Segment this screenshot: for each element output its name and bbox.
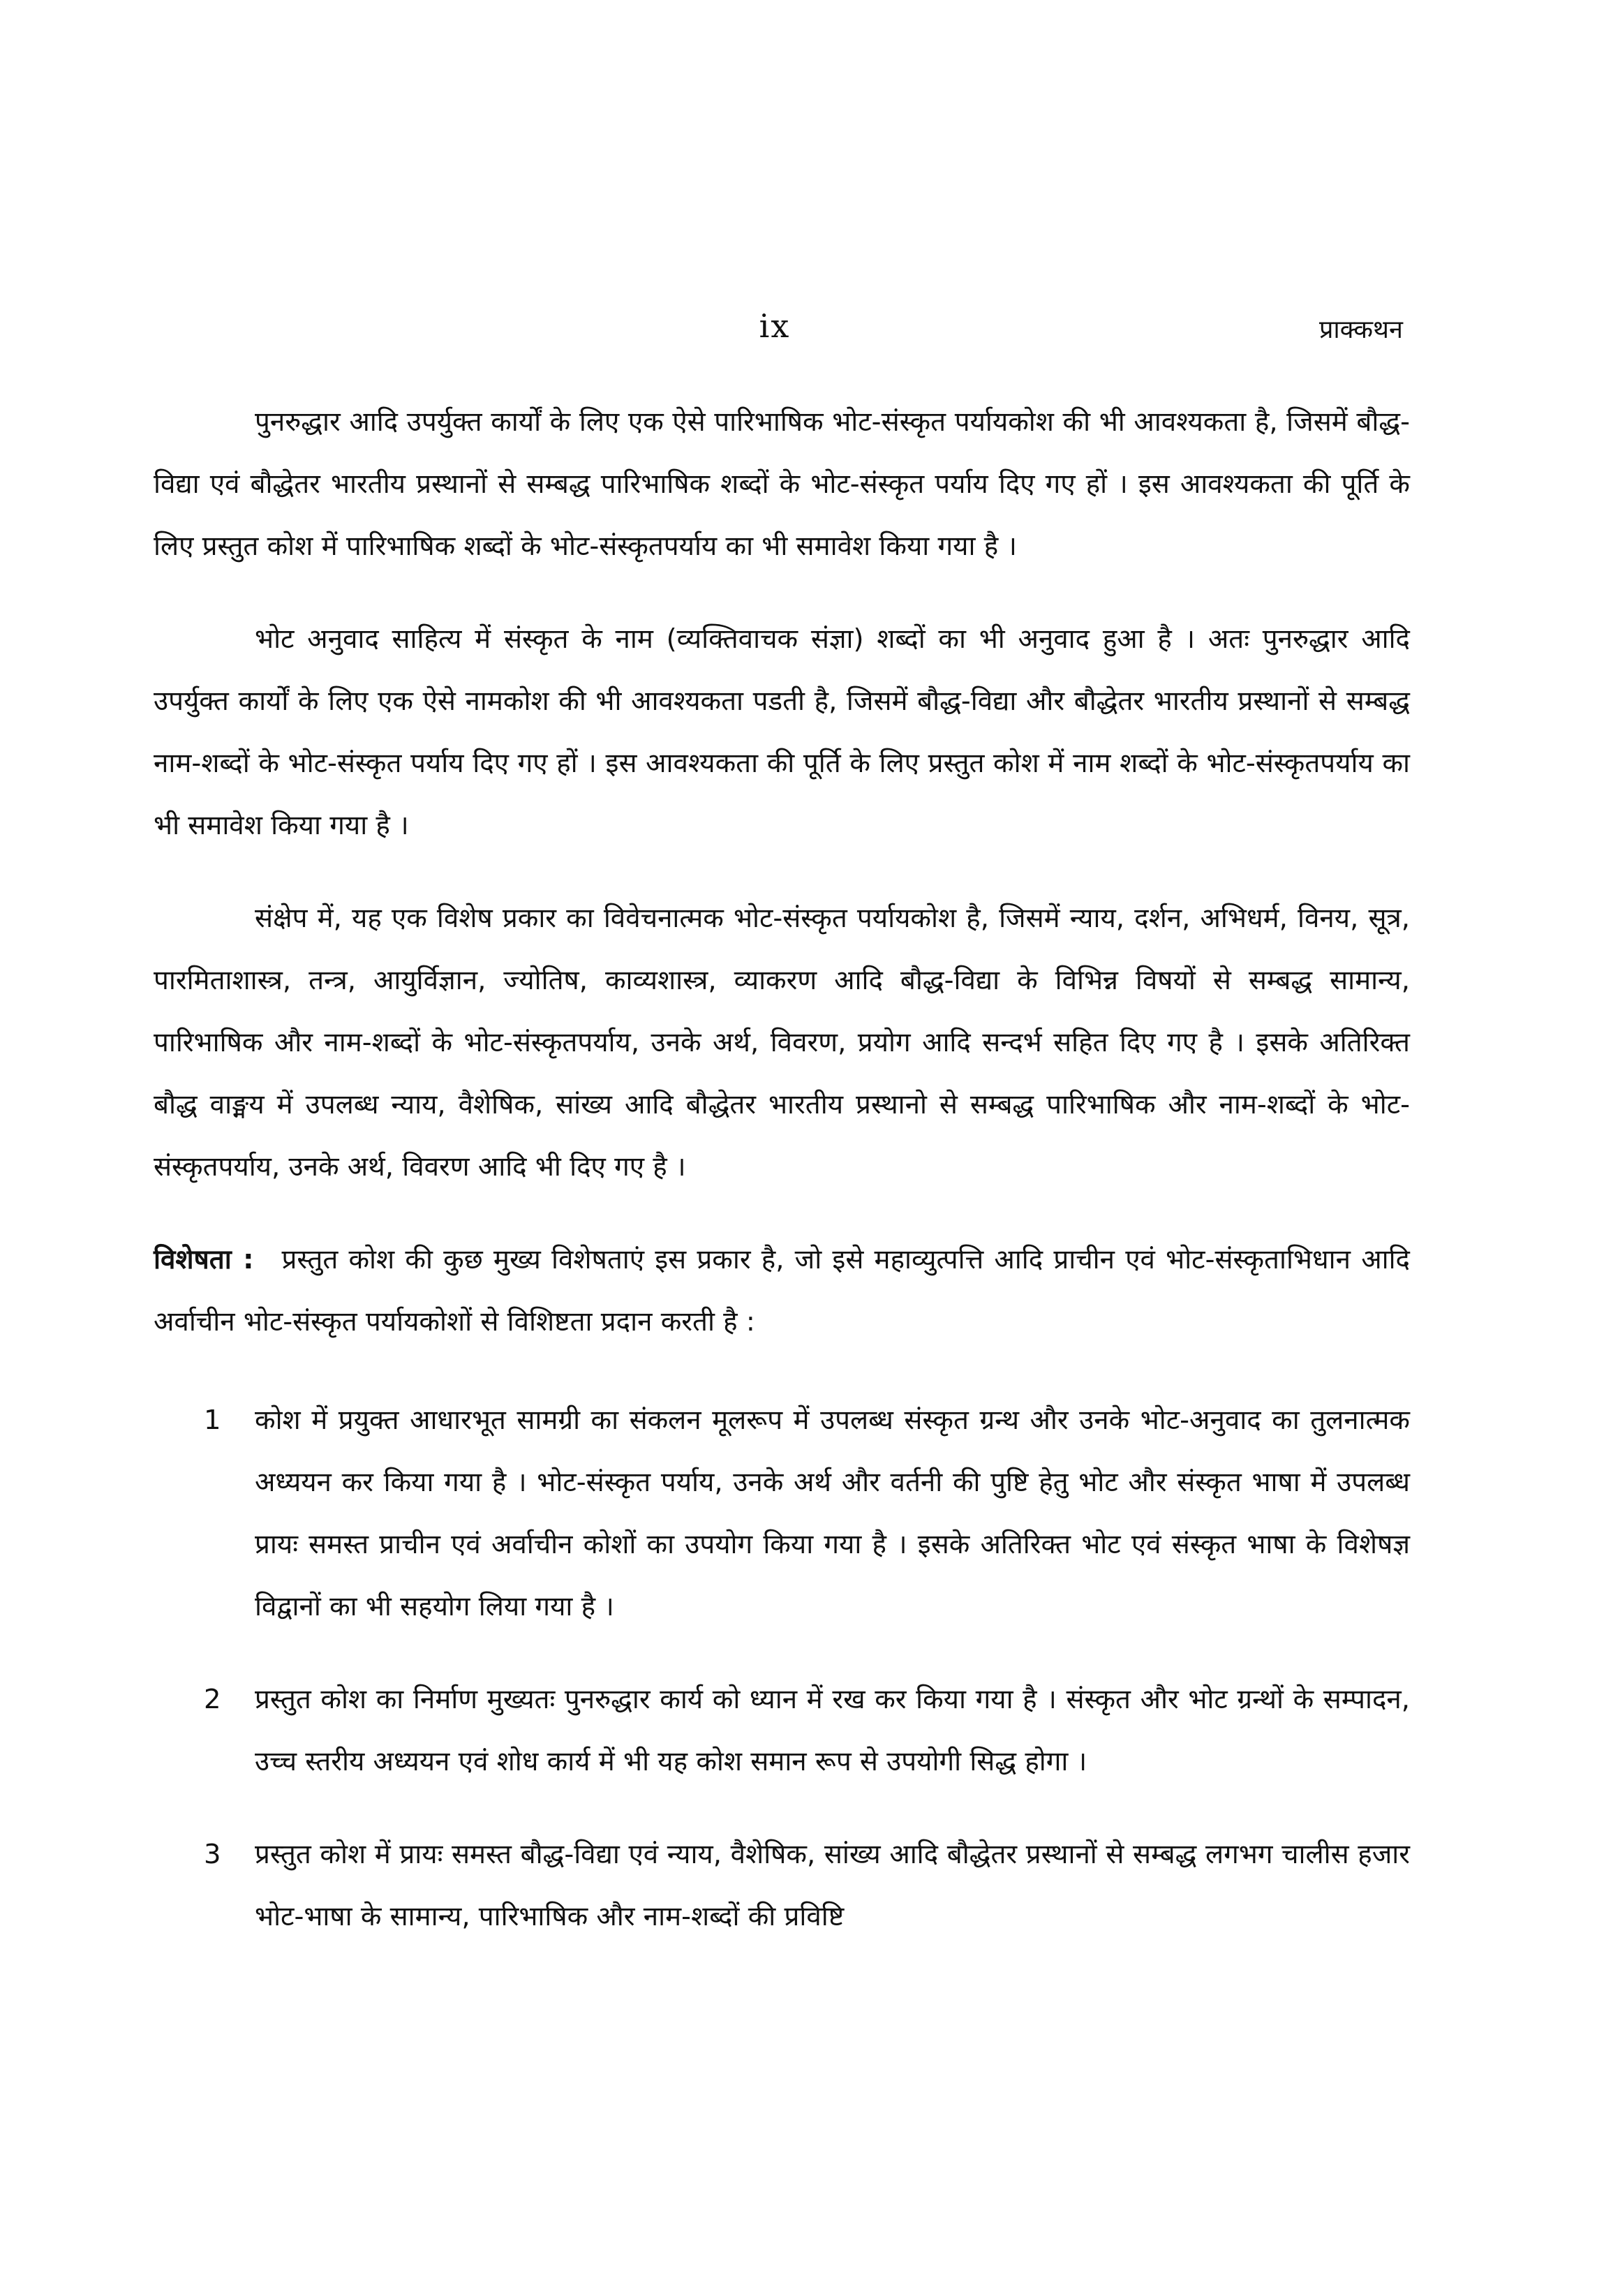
list-item-text: कोश में प्रयुक्त आधारभूत सामग्री का संकलन मूलरूप में उपलब्ध संस्कृत ग्रन्थ और उनके भोट-अनुवाद का तुलनात्मक अध्ययन कर किया गया है । भोट-संस्कृत पर्याय, उनके अर्थ और वर्तनी की पुष्टि हेतु भोट और संस्कृत भाषा में उपलब्ध प्रायः समस्त प्राचीन एवं अर्वाचीन कोशों का उपयोग किया गया है । इसके अतिरिक्त भोट एवं संस्कृत भाषा के विशेषज्ञ विद्वानों का भी सहयोग लिया गया है । [255, 1405, 1410, 1622]
features-text: प्रस्तुत कोश की कुछ मुख्य विशेषताएं इस प्रकार है, जो इसे महाव्युत्पत्ति आदि प्राचीन एवं भोट-संस्कृताभिधान आदि अर्वाचीन भोट-संस्कृत पर्यायकोशों से विशिष्टता प्रदान करती है : [154, 1244, 1410, 1338]
list-item-text: प्रस्तुत कोश में प्रायः समस्त बौद्ध-विद्या एवं न्याय, वैशेषिक, सांख्य आदि बौद्धेतर प्रस्थानों से सम्बद्ध लगभग चालीस हजार भोट-भाषा के सामान्य, पारिभाषिक और नाम-शब्दों की प्रविष्टि [255, 1839, 1410, 1932]
list-item-number: 2 [204, 1684, 221, 1715]
running-head: प्राक्कथन [1318, 316, 1403, 344]
list-item-number: 1 [204, 1405, 221, 1436]
page-body [154, 391, 1410, 1978]
list-item [154, 1823, 1410, 1948]
list-item-number: 3 [204, 1839, 221, 1870]
page-number: ix [759, 307, 791, 345]
list-item-text: प्रस्तुत कोश का निर्माण मुख्यतः पुनरुद्धार कार्य को ध्यान में रख कर किया गया है । संस्कृत और भोट ग्रन्थों के सम्पादन, उच्च स्तरीय अध्ययन एवं शोध कार्य में भी यह कोश समान रूप से उपयोगी सिद्ध होगा । [255, 1684, 1410, 1777]
list-item [154, 1668, 1410, 1793]
list-item [154, 1389, 1410, 1638]
features-intro [154, 1229, 1410, 1353]
paragraph-1: पुनरुद्धार आदि उपर्युक्त कार्यों के लिए एक ऐसे पारिभाषिक भोट-संस्कृत पर्यायकोश की भी आवश्यकता है, जिसमें बौद्ध-विद्या एवं बौद्धेतर भारतीय प्रस्थानों से सम्बद्ध पारिभाषिक शब्दों के भोट-संस्कृत पर्याय दिए गए हों । इस आवश्यकता की पूर्ति के लिए प्रस्तुत कोश में पारिभाषिक शब्दों के भोट-संस्कृतपर्याय का भी समावेश किया गया है । [154, 406, 1410, 562]
page-header [147, 307, 1403, 356]
paragraph-2: भोट अनुवाद साहित्य में संस्कृत के नाम (व्यक्तिवाचक संज्ञा) शब्दों का भी अनुवाद हुआ है । अतः पुनरुद्धार आदि उपर्युक्त कार्यों के लिए एक ऐसे नामकोश की भी आवश्यकता पडती है, जिसमें बौद्ध-विद्या और बौद्धेतर भारतीय प्रस्थानों से सम्बद्ध नाम-शब्दों के भोट-संस्कृत पर्याय दिए गए हों । इस आवश्यकता की पूर्ति के लिए प्रस्तुत कोश में नाम शब्दों के भोट-संस्कृतपर्याय का भी समावेश किया गया है । [154, 623, 1410, 841]
features-label: विशेषता : [154, 1244, 254, 1275]
paragraph-3: संक्षेप में, यह एक विशेष प्रकार का विवेचनात्मक भोट-संस्कृत पर्यायकोश है, जिसमें न्याय, दर्शन, अभिधर्म, विनय, सूत्र, पारमिताशास्त्र, तन्त्र, आयुर्विज्ञान, ज्योतिष, काव्यशास्त्र, व्याकरण आदि बौद्ध-विद्या के विभिन्न विषयों से सम्बद्ध सामान्य, पारिभाषिक और नाम-शब्दों के भोट-संस्कृतपर्याय, उनके अर्थ, विवरण, प्रयोग आदि सन्दर्भ सहित दिए गए है । इसके अतिरिक्त बौद्ध वाङ्मय में उपलब्ध न्याय, वैशेषिक, सांख्य आदि बौद्धेतर भारतीय प्रस्थानो से सम्बद्ध पारिभाषिक और नाम-शब्दों के भोट-संस्कृतपर्याय, उनके अर्थ, विवरण आदि भी दिए गए है । [154, 903, 1410, 1183]
features-list [154, 1389, 1410, 1948]
